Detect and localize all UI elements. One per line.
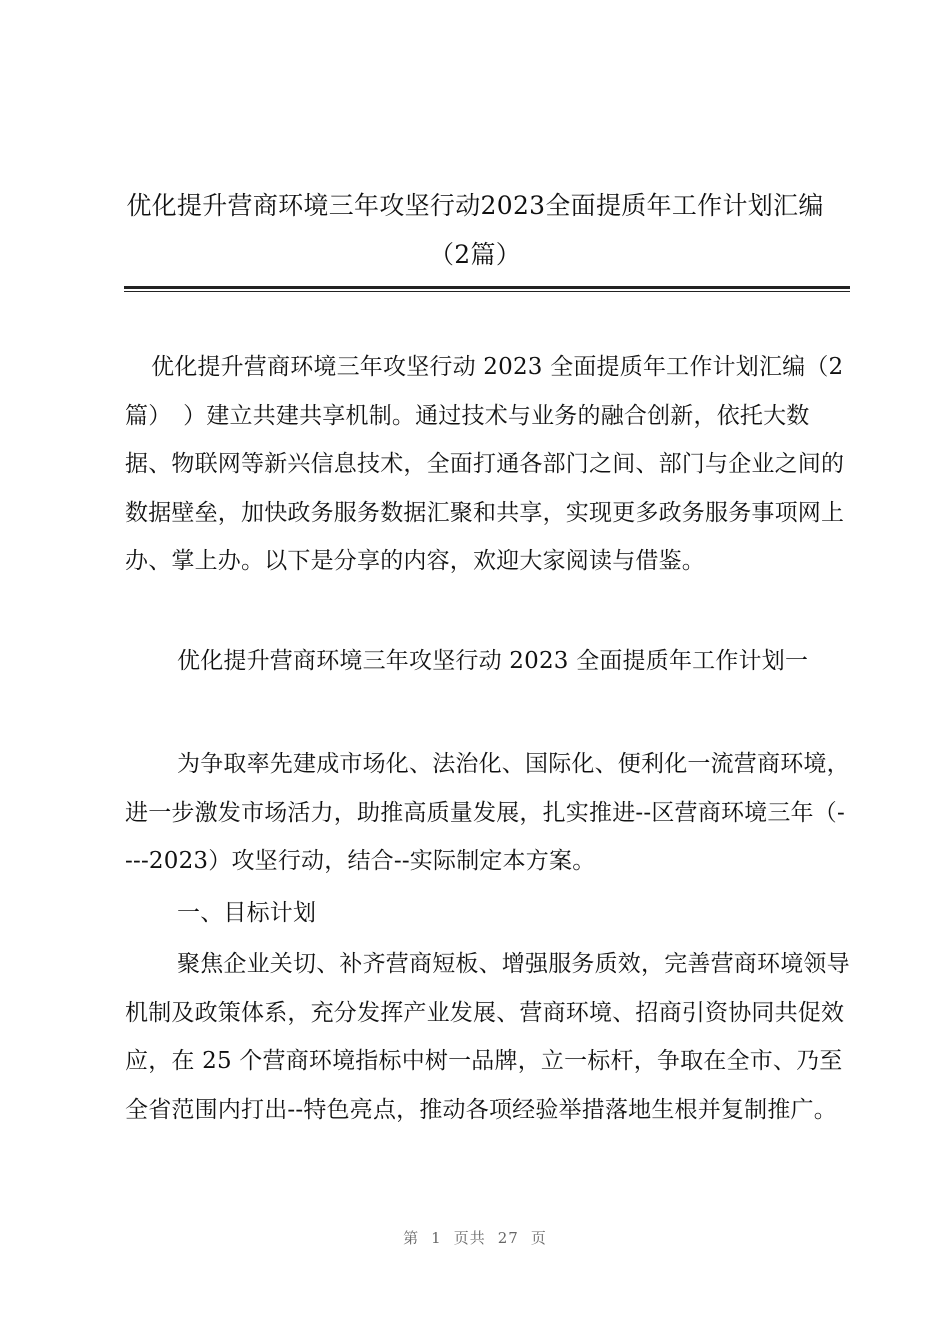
body-paragraph: 为争取率先建成市场化、法治化、国际化、便利化一流营商环境，进一步激发市场活力，助推高质量发展，扎实推进--区营商环境三年（----2023）攻坚行动，结合--实际制定本方案。 [125, 751, 850, 875]
section-heading: 一、目标计划 [177, 900, 317, 926]
document-title: 优化提升营商环境三年攻坚行动2023全面提质年工作计划汇编 [126, 191, 824, 220]
title-divider-thick [124, 286, 850, 289]
footer-middle: 页共 [453, 1229, 486, 1247]
section-title: 优化提升营商环境三年攻坚行动 2023 全面提质年工作计划一 [177, 648, 809, 674]
footer-suffix: 页 [530, 1229, 547, 1247]
document-title-subtitle: （2篇） [428, 240, 522, 269]
footer-page-number: 1 [431, 1229, 442, 1247]
body-paragraph: 聚焦企业关切、补齐营商短板、增强服务质效，完善营商环境领导机制及政策体系，充分发挥产业发展、营商环境、招商引资协同共促效应，在 25 个营商环境指标中树一品牌，立一标杆，争取在全市、乃至全省范围内打出--特色亮点，推动各项经验举措落地生根并复制推广。 [125, 951, 850, 1123]
footer-prefix: 第 [403, 1229, 420, 1247]
footer-total-pages: 27 [497, 1229, 519, 1247]
page-footer [0, 1227, 950, 1248]
intro-paragraph: 优化提升营商环境三年攻坚行动 2023 全面提质年工作计划汇编（2 篇） ）建立共建共享机制。通过技术与业务的融合创新，依托大数据、物联网等新兴信息技术，全面打通各部门之间、部门与企业之间的数据壁垒，加快政务服务数据汇聚和共享，实现更多政务服务事项网上办、掌上办。以下是分享的内容，欢迎大家阅读与借鉴。 [125, 354, 845, 575]
title-divider-thin [124, 291, 850, 292]
